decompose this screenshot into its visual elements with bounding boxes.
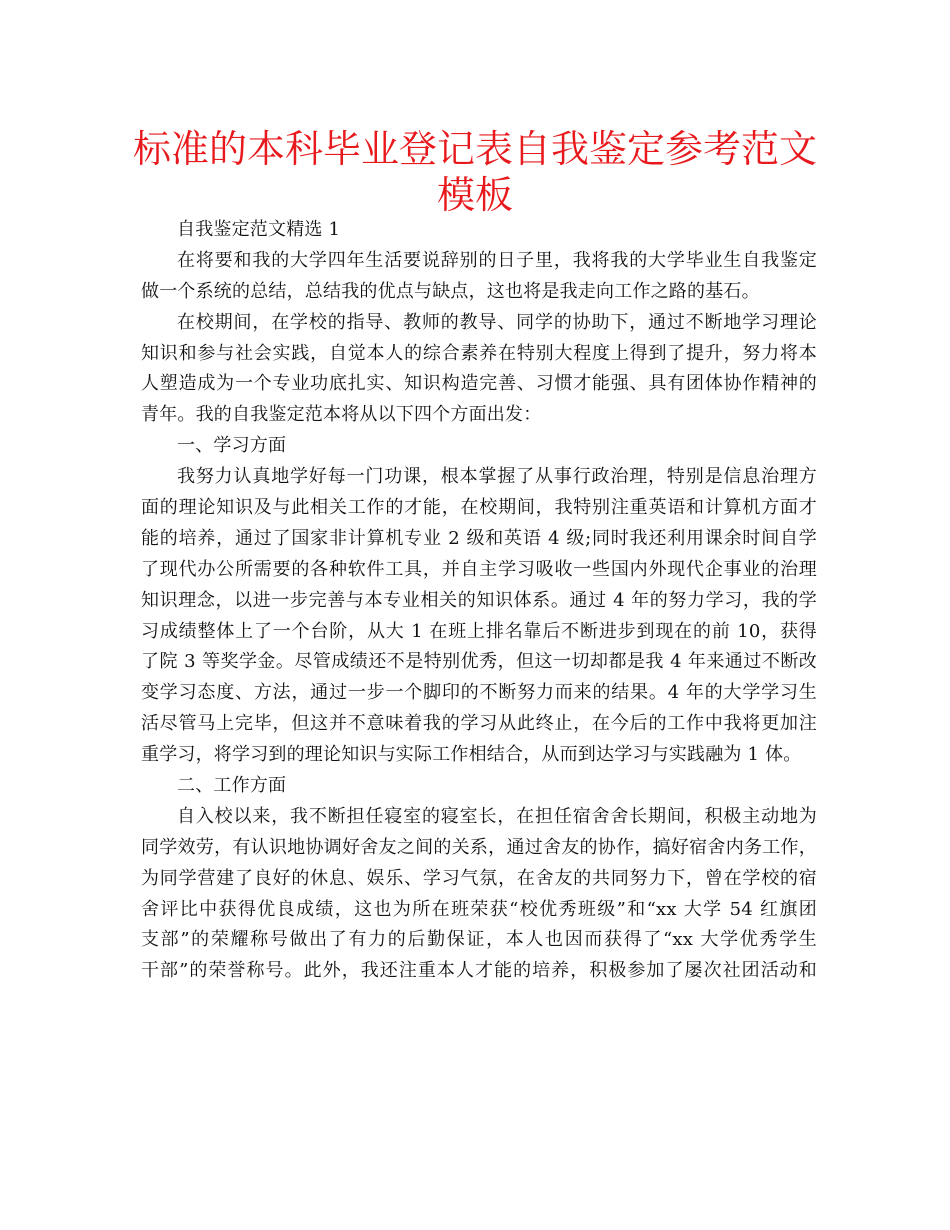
paragraph-line: 知识理念，以进一步完善与本专业相关的知识体系。通过 4 年的努力学习，我的学 [141, 589, 817, 611]
paragraph-line: 活尽管马上完毕，但这并不意味着我的学习从此终止，在今后的工作中我将更加注 [141, 713, 817, 735]
paragraph-line: 了院 3 等奖学金。尽管成绩还不是特别优秀，但这一切却都是我 4 年来通过不断改 [141, 651, 817, 673]
paragraph-line: 自入校以来，我不断担任寝室的寝室长，在担任宿舍舍长期间，积极主动地为 [177, 805, 817, 827]
paragraph-line: 变学习态度、方法，通过一步一个脚印的不断努力而来的结果。4 年的大学学习生 [141, 682, 817, 704]
paragraph-line: 做一个系统的总结，总结我的优点与缺点，这也将是我走向工作之路的基石。 [141, 280, 760, 302]
paragraph-line: 同学效劳，有认识地协调好舍友之间的关系，通过舍友的协作，搞好宿舍内务工作， [141, 836, 817, 858]
paragraph-line: 一、学习方面 [177, 435, 287, 457]
paragraph-line: 习成绩整体上了一个台阶，从大 1 在班上排名靠后不断进步到现在的前 10，获得 [141, 620, 817, 642]
document-title-line-1: 标准的本科毕业登记表自我鉴定参考范文 [132, 127, 817, 171]
paragraph-line: 二、工作方面 [177, 775, 287, 797]
paragraph-line: 干部”的荣誉称号。此外，我还注重本人才能的培养，积极参加了屡次社团活动和 [141, 960, 817, 982]
paragraph-line: 支部”的荣耀称号做出了有力的后勤保证，本人也因而获得了“xx 大学优秀学生 [141, 929, 817, 951]
paragraph-line: 能的培养，通过了国家非计算机专业 2 级和英语 4 级;同时我还利用课余时间自学 [141, 527, 817, 549]
document-body [141, 215, 817, 987]
paragraph-line: 了现代办公所需要的各种软件工具，并自主学习吸收一些国内外现代企事业的治理 [141, 558, 817, 580]
paragraph-line: 面的理论知识及与此相关工作的才能，在校期间，我特别注重英语和计算机方面才 [141, 497, 817, 519]
paragraph-line: 重学习，将学习到的理论知识与实际工作相结合，从而到达学习与实践融为 1 体。 [141, 744, 802, 766]
paragraph-line: 舍评比中获得优良成绩，这也为所在班荣获“校优秀班级”和“xx 大学 54 红旗团 [141, 898, 817, 920]
paragraph-line: 青年。我的自我鉴定范本将从以下四个方面出发： [141, 404, 542, 426]
document-title-line-2: 模板 [436, 173, 513, 217]
paragraph-line: 在校期间，在学校的指导、教师的教导、同学的协助下，通过不断地学习理论 [177, 311, 817, 333]
paragraph-line: 为同学营建了良好的休息、娱乐、学习气氛，在舍友的共同努力下，曾在学校的宿 [141, 867, 817, 889]
paragraph-line: 在将要和我的大学四年生活要说辞别的日子里，我将我的大学毕业生自我鉴定 [177, 249, 817, 271]
paragraph-line: 人塑造成为一个专业功底扎实、知识构造完善、习惯才能强、具有团体协作精神的 [141, 373, 817, 395]
paragraph-line: 我努力认真地学好每一门功课，根本掌握了从事行政治理，特别是信息治理方 [177, 466, 817, 488]
paragraph-line: 自我鉴定范文精选 1 [177, 219, 341, 240]
paragraph-line: 知识和参与社会实践，自觉本人的综合素养在特别大程度上得到了提升，努力将本 [141, 342, 817, 364]
